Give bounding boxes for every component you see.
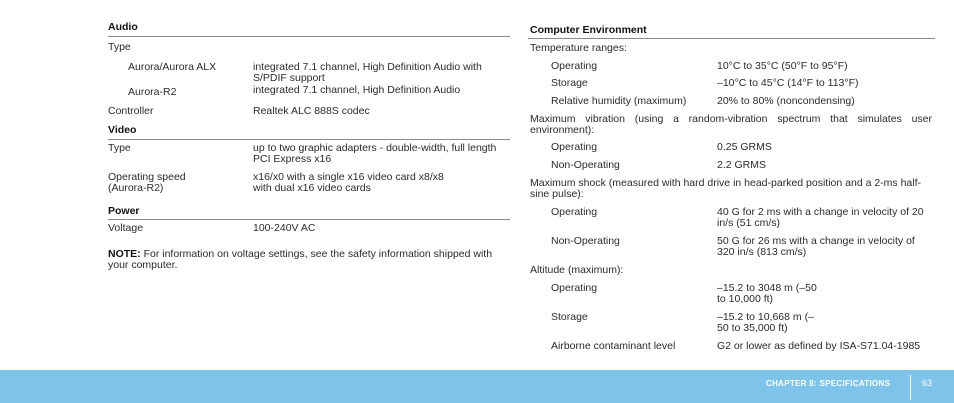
temp-operating-label: Operating — [551, 60, 598, 72]
footer-separator — [910, 375, 911, 400]
power-voltage-value: 100-240V AC — [253, 222, 316, 234]
note-prefix: NOTE: — [108, 248, 141, 260]
altitude-operating-label: Operating — [551, 282, 598, 294]
environment-rule — [528, 38, 935, 39]
shock-label: Maximum shock (measured with hard drive in head-parked position and a 2-ms half-sine pulse): — [530, 177, 922, 200]
shock-operating-label: Operating — [551, 206, 598, 218]
audio-r2-label: Aurora-R2 — [128, 86, 177, 98]
audio-heading: Audio — [108, 21, 138, 33]
audio-type-label: Type — [108, 41, 131, 53]
audio-rule — [108, 36, 510, 37]
humidity-label: Relative humidity (maximum) — [551, 95, 687, 107]
altitude-operating-value: –15.2 to 3048 m (–50 to 10,000 ft) — [717, 282, 817, 305]
audio-r2-value: integrated 7.1 channel, High Definition Audio — [253, 84, 461, 96]
humidity-value: 20% to 80% (noncondensing) — [717, 95, 855, 107]
video-heading: Video — [108, 124, 137, 136]
note-text: For information on voltage settings, see the safety information shipped with your computer. — [108, 248, 493, 271]
video-type-value: up to two graphic adapters - double-width, full length PCI Express x16 — [253, 142, 497, 165]
temp-storage-value: –10°C to 45°C (14°F to 113°F) — [717, 77, 859, 89]
page-number: 63 — [922, 378, 933, 388]
altitude-label: Altitude (maximum): — [530, 264, 624, 276]
video-rule — [108, 139, 510, 140]
video-type-label: Type — [108, 142, 131, 154]
vibration-nonop-label: Non-Operating — [551, 159, 620, 171]
audio-alx-value: integrated 7.1 channel, High Definition Audio with S/PDIF support — [253, 61, 482, 84]
airborne-value: G2 or lower as defined by ISA-S71.04-1985 — [717, 340, 921, 352]
video-speed-value: x16/x0 with a single x16 video card x8/x8 with dual x16 video cards — [253, 171, 444, 194]
audio-controller-label: Controller — [108, 105, 154, 117]
shock-operating-value: 40 G for 2 ms with a change in velocity of 20 in/s (51 cm/s) — [717, 206, 924, 229]
audio-controller-value: Realtek ALC 888S codec — [253, 105, 370, 117]
altitude-storage-label: Storage — [551, 311, 588, 323]
altitude-storage-value: –15.2 to 10,668 m (–50 to 35,000 ft) — [717, 311, 814, 334]
audio-alx-label: Aurora/Aurora ALX — [128, 61, 217, 73]
power-heading: Power — [108, 205, 140, 217]
shock-nonop-label: Non-Operating — [551, 235, 620, 247]
power-voltage-label: Voltage — [108, 222, 144, 234]
power-rule — [108, 219, 510, 220]
shock-nonop-value: 50 G for 26 ms with a change in velocity of 320 in/s (813 cm/s) — [717, 235, 915, 258]
chapter-label: CHAPTER 8: SPECIFICATIONS — [766, 379, 891, 388]
voltage-note — [108, 249, 508, 271]
temp-storage-label: Storage — [551, 77, 588, 89]
environment-heading: Computer Environment — [530, 24, 647, 36]
temp-label: Temperature ranges: — [530, 42, 627, 54]
airborne-label: Airborne contaminant level — [551, 340, 676, 352]
temp-operating-value: 10°C to 35°C (50°F to 95°F) — [717, 60, 848, 72]
vibration-operating-value: 0.25 GRMS — [717, 141, 772, 153]
vibration-nonop-value: 2.2 GRMS — [717, 159, 767, 171]
video-speed-label: Operating speed (Aurora-R2) — [108, 171, 186, 194]
vibration-label: Maximum vibration (using a random-vibration spectrum that simulates user environment): — [530, 113, 932, 136]
vibration-operating-label: Operating — [551, 141, 598, 153]
